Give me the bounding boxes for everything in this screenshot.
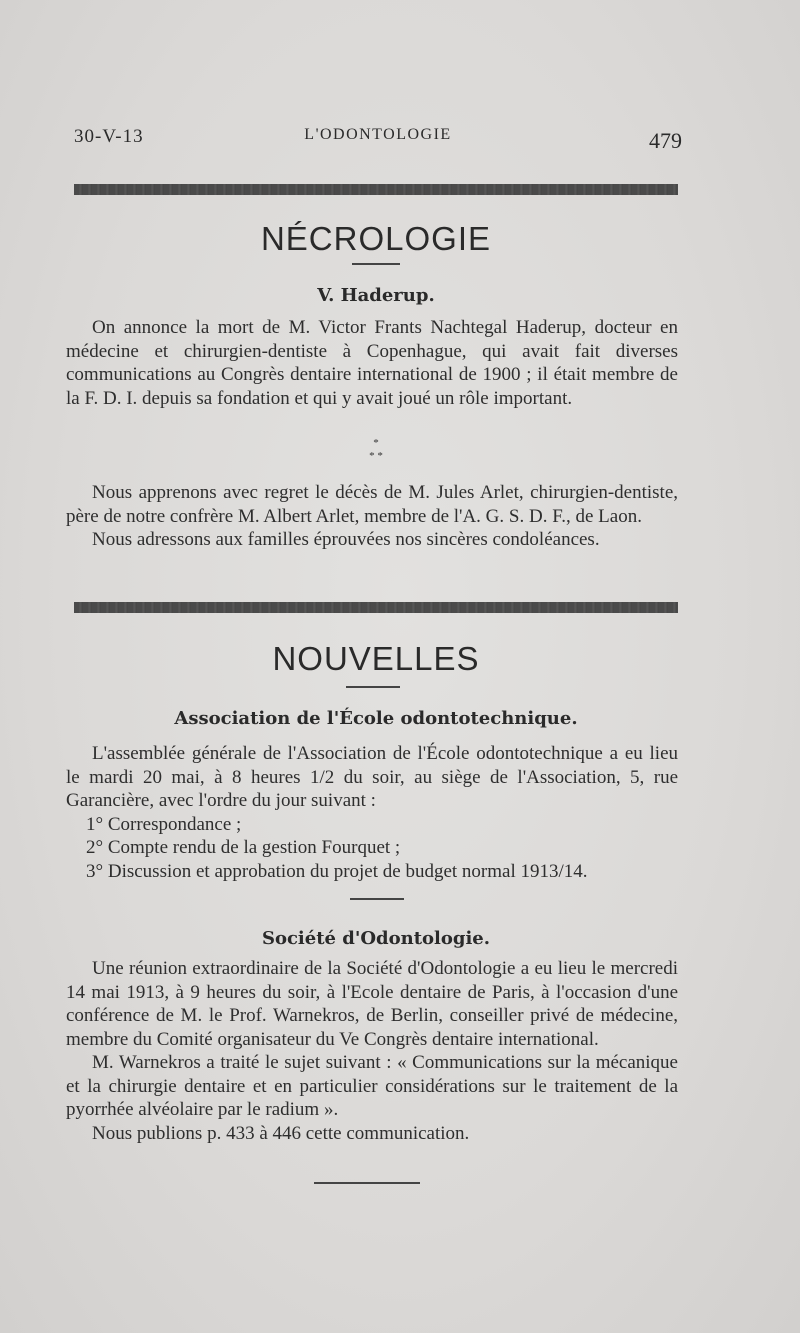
section-title-nouvelles: NOUVELLES — [272, 640, 480, 677]
issue-date: 30-V-13 — [74, 126, 144, 147]
paragraph-haderup: On annonce la mort de M. Victor Frants Nachtegal Haderup, docteur en médecine et chirurgien-dentiste à Copenhague, qui avait fait diverses communications au Congrès dentaire international de 1900 ; il était membre de la F. D. I. depuis sa fondation et qui y avait joué un rôle important. — [66, 317, 678, 409]
societe-text — [66, 957, 678, 1145]
asterism-top: * — [373, 437, 379, 449]
association-text — [66, 742, 678, 883]
section-divider — [350, 898, 404, 900]
closing-rule — [314, 1182, 420, 1184]
subhead-haderup: V. Haderup. — [317, 285, 435, 306]
subhead-association: Association de l'École odontotechnique. — [174, 708, 578, 729]
journal-title: L'ODONTOLOGIE — [304, 126, 452, 143]
paragraph-assemblee: L'assemblée générale de l'Association de l'École odontotechnique a eu lieu le mardi 20 mai, à 8 heures 1/2 du soir, au siège de l'Association, 5, rue Garancière, avec l'ordre du jour suivant : — [66, 743, 678, 811]
paragraph-publication: Nous publions p. 433 à 446 cette communication. — [92, 1122, 470, 1144]
asterism-bottom: * * — [369, 450, 383, 462]
paragraph-condoleances: Nous adressons aux familles éprouvées nos sincères condoléances. — [92, 529, 600, 550]
paragraph-arlet: Nous apprenons avec regret le décès de M. Jules Arlet, chirurgien-dentiste, père de notre confrère M. Albert Arlet, membre de l'A. G. S. D. F., de Laon. — [66, 482, 678, 527]
running-head — [74, 120, 682, 153]
paragraph-warnekros: M. Warnekros a traité le sujet suivant : « Communications sur la mécanique et la chirurgie dentaire et en particulier considérations sur le traitement de la pyorrhée alvéolaire par le radium ». — [66, 1052, 678, 1120]
agenda-item-3: 3° Discussion et approbation du projet de budget normal 1913/14. — [86, 860, 588, 882]
subhead-societe: Société d'Odontologie. — [261, 928, 491, 949]
ornamental-rule-top — [74, 184, 678, 195]
page-number: 479 — [649, 128, 682, 153]
necrologie-text-1 — [66, 316, 678, 410]
title-underline — [346, 686, 400, 688]
title-underline — [352, 263, 400, 265]
necrologie-text-2 — [66, 481, 678, 552]
section-title-necrologie: NÉCROLOGIE — [260, 220, 492, 257]
paragraph-reunion: Une réunion extraordinaire de la Société d'Odontologie a eu lieu le mercredi 14 mai 1913, à 9 heures du soir, à l'Ecole dentaire de Paris, à l'occasion d'une conférence de M. le Prof. Warnekros, de Berlin, conseiller privé de médecine, membre du Comité organisateur du Ve Congrès dentaire international. — [66, 958, 678, 1050]
agenda-item-2: 2° Compte rendu de la gestion Fourquet ; — [86, 837, 401, 858]
ornamental-rule-middle — [74, 602, 678, 613]
agenda-item-1: 1° Correspondance ; — [86, 813, 242, 835]
